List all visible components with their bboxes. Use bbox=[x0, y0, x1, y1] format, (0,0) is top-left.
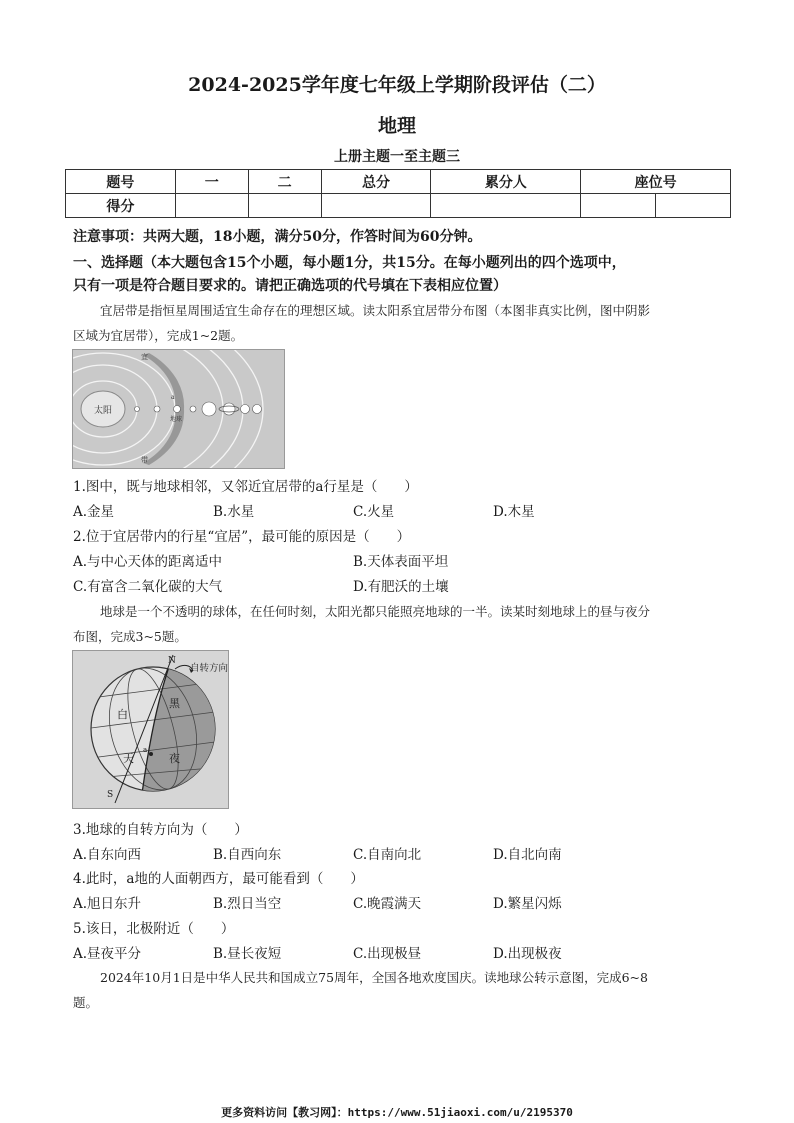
habitable-zone-figure bbox=[72, 349, 285, 469]
q1-option-c[interactable]: C.火星 bbox=[353, 504, 395, 520]
south-label: S bbox=[107, 790, 114, 800]
q2-option-a[interactable]: A.与中心天体的距离适中 bbox=[73, 554, 223, 570]
intro3-line1: 2024年10月1日是中华人民共和国成立75周年，全国各地欢度国庆。读地球公转示意图，完成6~8 bbox=[100, 970, 648, 985]
score-header-cell: 总分 bbox=[321, 170, 431, 194]
q5-option-c[interactable]: C.出现极昼 bbox=[353, 946, 422, 962]
night-label-ye: 夜 bbox=[169, 752, 180, 765]
planet-venus bbox=[154, 406, 160, 412]
score-cell[interactable] bbox=[431, 194, 581, 218]
planet-jupiter bbox=[202, 402, 216, 416]
intro3-line2: 题。 bbox=[73, 995, 99, 1010]
earth-label: 地球 bbox=[170, 416, 183, 423]
planet-neptune bbox=[253, 405, 262, 414]
score-table bbox=[65, 169, 731, 218]
notice-text: 注意事项：共两大题，18小题，满分50分，作答时间为60分钟。 bbox=[73, 229, 482, 245]
q2-option-b[interactable]: B.天体表面平坦 bbox=[353, 554, 449, 570]
q3-option-c[interactable]: C.自南向北 bbox=[353, 847, 422, 863]
q4-option-d[interactable]: D.繁星闪烁 bbox=[493, 896, 562, 912]
score-header-cell: 一 bbox=[175, 170, 248, 194]
point-a-label: a bbox=[143, 746, 148, 754]
q5-option-d[interactable]: D.出现极夜 bbox=[493, 946, 562, 962]
q1-option-d[interactable]: D.木星 bbox=[493, 504, 535, 520]
night-label-hei: 黑 bbox=[169, 697, 180, 710]
q2-stem: 2.位于宜居带内的行星“宜居”，最可能的原因是（ ） bbox=[73, 529, 411, 545]
q3-option-a[interactable]: A.自东向西 bbox=[73, 847, 142, 863]
sun-label: 太阳 bbox=[93, 406, 113, 416]
score-table-header-row bbox=[66, 170, 731, 194]
score-header-cell: 题号 bbox=[66, 170, 176, 194]
section1-heading-line2: 只有一项是符合题目要求的。请把正确选项的代号填在下表相应位置） bbox=[73, 278, 507, 294]
intro1-line2: 区域为宜居带），完成1~2题。 bbox=[73, 328, 244, 343]
q4-option-c[interactable]: C.晚霞满天 bbox=[353, 896, 422, 912]
rotation-direction-label: 自转方向 bbox=[190, 663, 229, 674]
q4-option-b[interactable]: B.烈日当空 bbox=[213, 896, 282, 912]
day-label-bai: 白 bbox=[117, 708, 128, 721]
q5-option-b[interactable]: B.昼长夜短 bbox=[213, 946, 282, 962]
q1-option-a[interactable]: A.金星 bbox=[73, 504, 115, 520]
q3-stem: 3.地球的自转方向为（ ） bbox=[73, 822, 248, 838]
exam-title: 2024-2025学年度七年级上学期阶段评估（二） bbox=[188, 74, 606, 96]
score-header-cell: 座位号 bbox=[581, 170, 731, 194]
planet-mercury bbox=[135, 407, 140, 412]
intro2-line2: 布图，完成3~5题。 bbox=[73, 629, 187, 644]
planet-uranus bbox=[241, 405, 250, 414]
q4-option-a[interactable]: A.旭日东升 bbox=[73, 896, 142, 912]
score-cell[interactable] bbox=[175, 194, 248, 218]
planet-earth bbox=[174, 406, 181, 413]
point-a-marker bbox=[149, 752, 153, 756]
subject-title: 地理 bbox=[377, 115, 416, 137]
score-header-cell: 二 bbox=[248, 170, 321, 194]
score-cell[interactable] bbox=[656, 194, 731, 218]
intro1-line1: 宜居带是指恒星周围适宜生命存在的理想区域。读太阳系宜居带分布图（本图非真实比例，图中阴影 bbox=[100, 303, 651, 318]
scope-subtitle: 上册主题一至主题三 bbox=[334, 149, 460, 165]
q2-option-c[interactable]: C.有富含二氧化碳的大气 bbox=[73, 579, 223, 595]
zone-bottom-label: 带 bbox=[141, 456, 148, 464]
footer-link[interactable]: 更多资料访问【教习网】：https://www.51jiaoxi.com/u/2195370 bbox=[221, 1106, 573, 1119]
day-night-globe-figure bbox=[72, 650, 229, 809]
score-cell[interactable] bbox=[581, 194, 656, 218]
q4-stem: 4.此时，a地的人面朝西方，最可能看到（ ） bbox=[73, 871, 364, 887]
score-cell[interactable] bbox=[321, 194, 431, 218]
zone-top-label: 宜 bbox=[141, 353, 148, 361]
planet-a-label: a bbox=[171, 394, 175, 401]
day-label-tian: 天 bbox=[123, 752, 134, 765]
intro2-line1: 地球是一个不透明的球体，在任何时刻，太阳光都只能照亮地球的一半。读某时刻地球上的昼与夜分 bbox=[100, 604, 651, 619]
score-table-score-row bbox=[66, 194, 731, 218]
q5-stem: 5.该日，北极附近（ ） bbox=[73, 921, 235, 937]
score-row-label: 得分 bbox=[66, 194, 176, 218]
north-label: N bbox=[168, 656, 176, 666]
planet-a bbox=[190, 406, 196, 412]
q3-option-d[interactable]: D.自北向南 bbox=[493, 847, 562, 863]
q5-option-a[interactable]: A.昼夜平分 bbox=[73, 946, 142, 962]
section1-heading-line1: 一、选择题（本大题包含15个小题，每小题1分，共15分。在每小题列出的四个选项中， bbox=[73, 255, 626, 271]
q3-option-b[interactable]: B.自西向东 bbox=[213, 847, 282, 863]
score-header-cell: 累分人 bbox=[431, 170, 581, 194]
q1-stem: 1.图中，既与地球相邻，又邻近宜居带的a行星是（ ） bbox=[73, 479, 418, 495]
q1-option-b[interactable]: B.水星 bbox=[213, 504, 255, 520]
score-cell[interactable] bbox=[248, 194, 321, 218]
q2-option-d[interactable]: D.有肥沃的土壤 bbox=[353, 579, 449, 595]
